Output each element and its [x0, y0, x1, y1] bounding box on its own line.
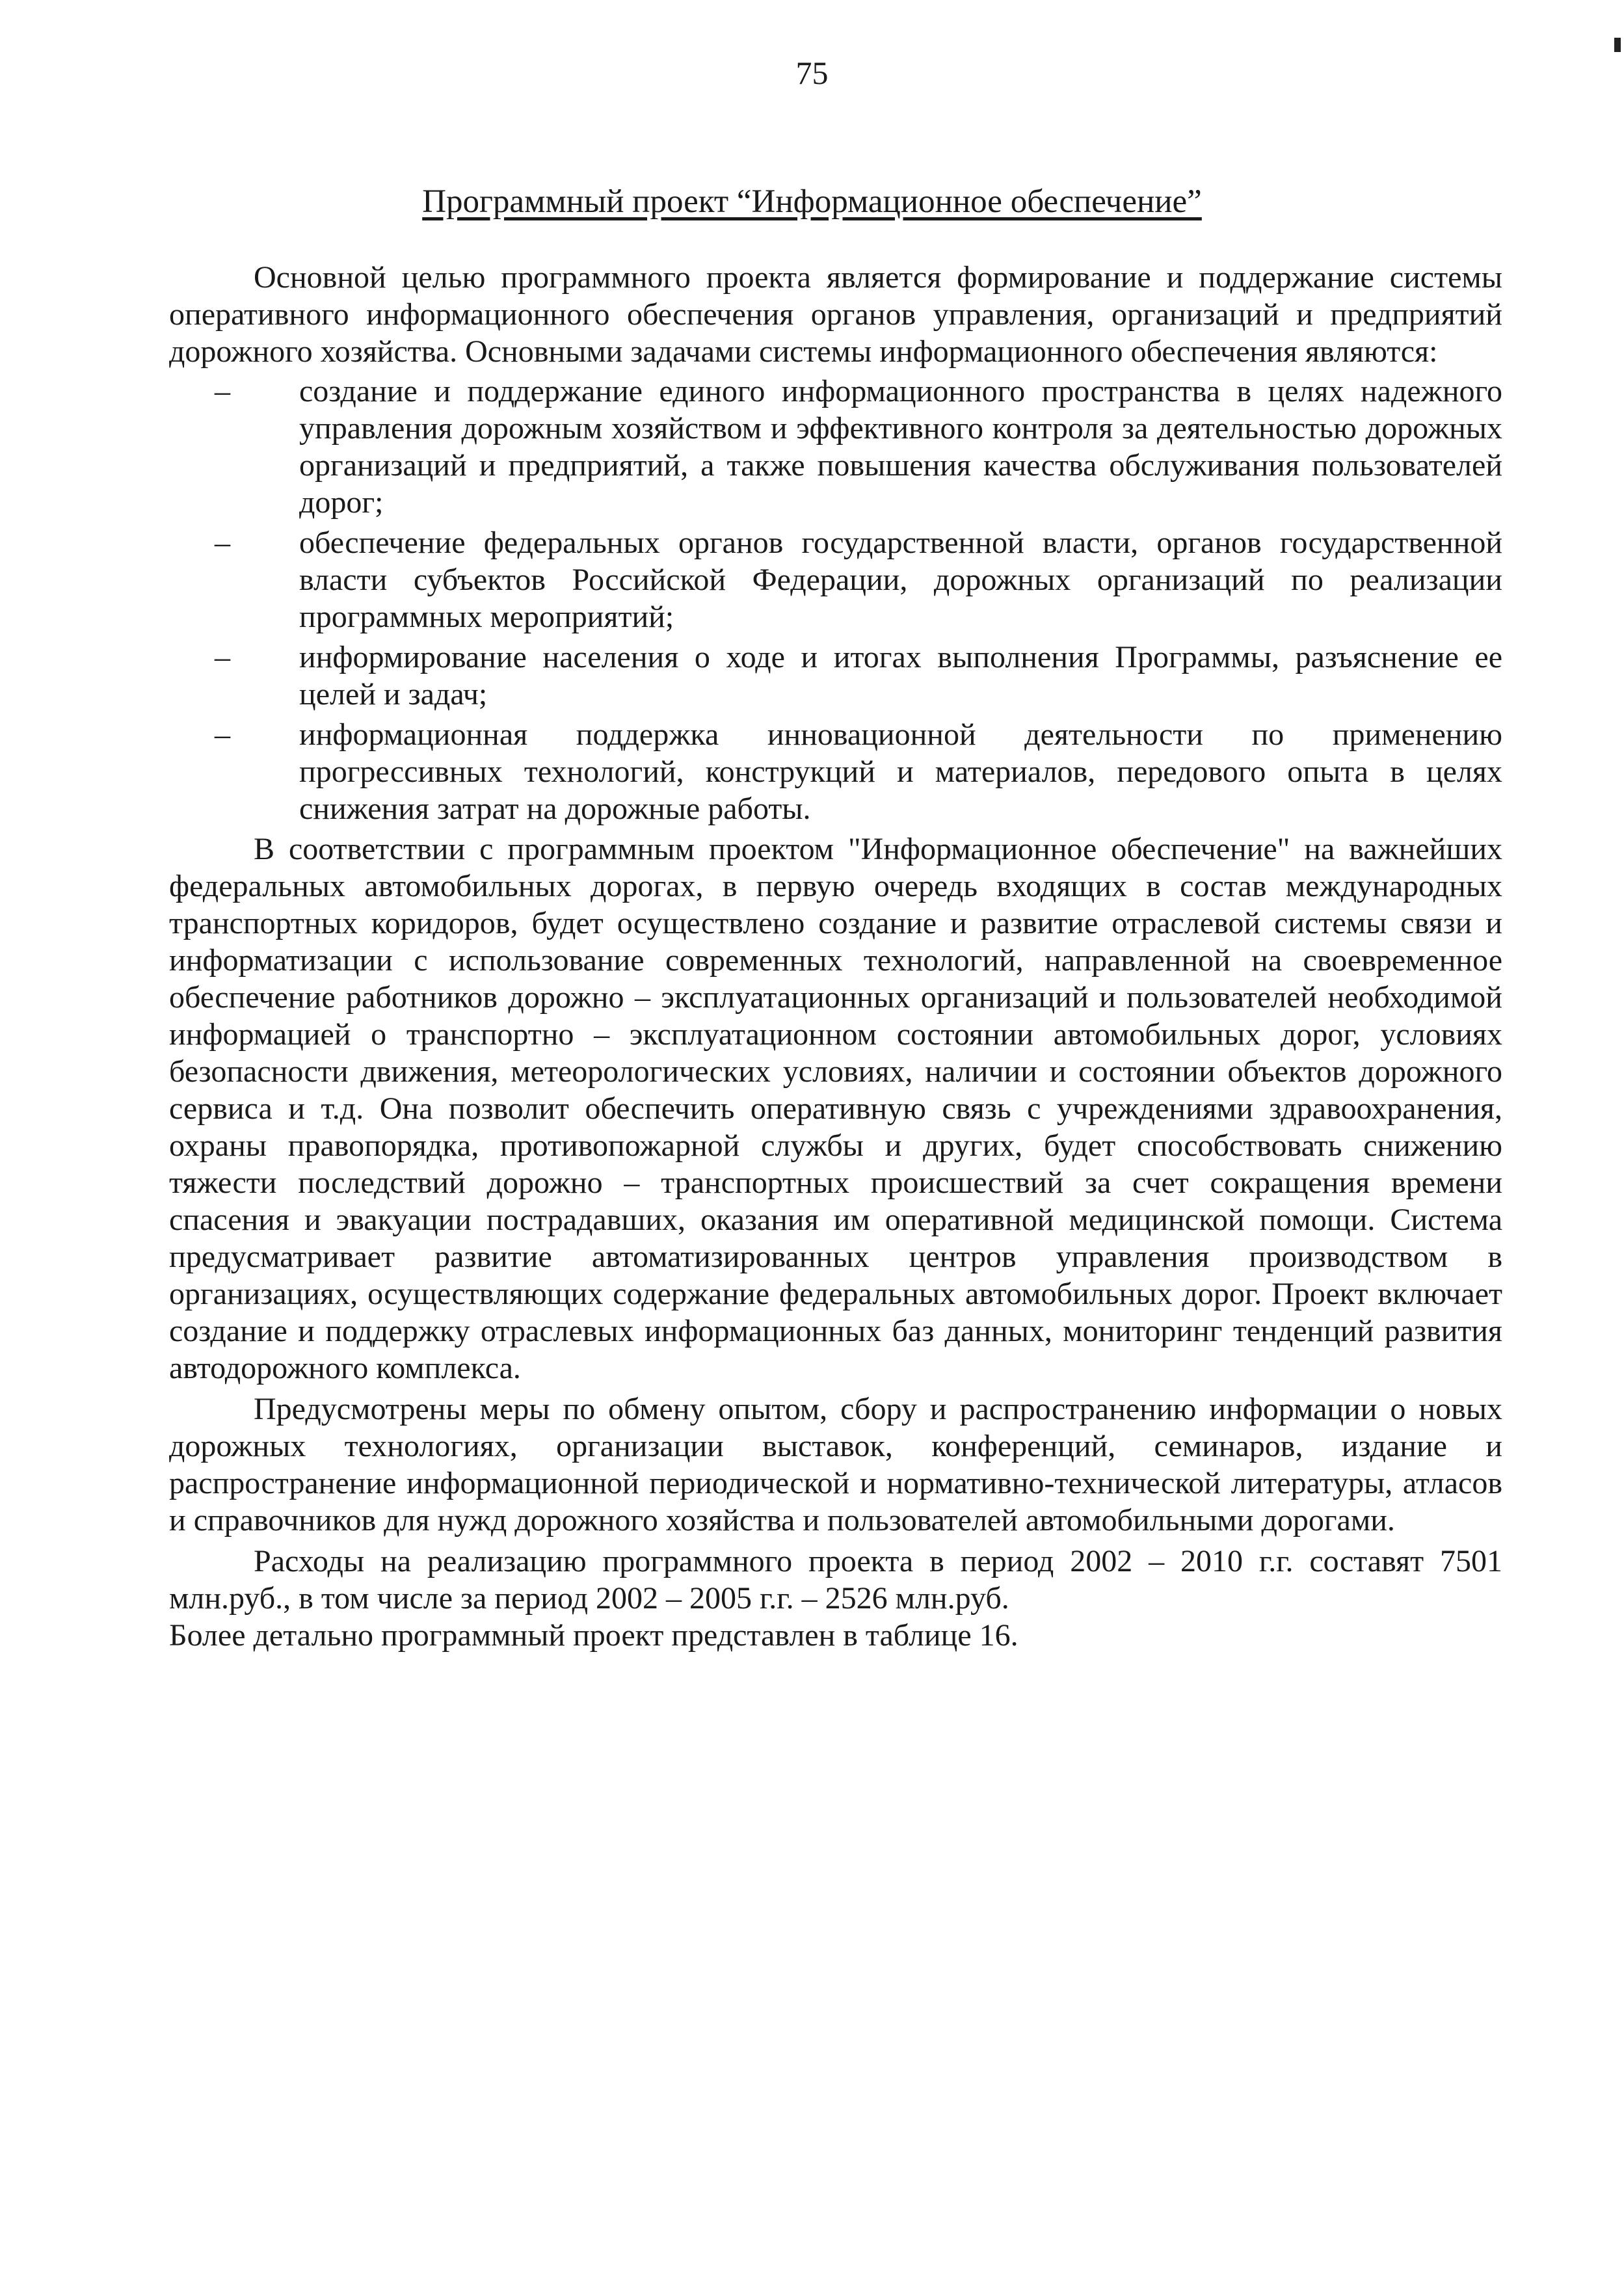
document-title: Программный проект “Информационное обеспечение”	[422, 183, 1202, 220]
bullet-dash: –	[215, 717, 230, 752]
bullet-dash: –	[215, 374, 230, 408]
document-body	[169, 259, 1502, 1654]
intro-paragraph: Основной целью программного проекта является формирование и поддержание системы оперативного информационного обеспечения органов управления, организаций и предприятий дорожного хозяйства. Основными задачами системы информационного обеспечения являются:	[169, 260, 1502, 369]
list-item-text: обеспечение федеральных органов государственной власти, органов государственной власти субъектов Российской Федерации, дорожных организаций по реализации программных мероприятий;	[299, 525, 1502, 634]
list-item	[215, 373, 1502, 521]
list-item-text: информирование населения о ходе и итогах выполнения Программы, разъяснение ее целей и задач;	[299, 640, 1502, 712]
list-item	[215, 524, 1502, 635]
list-item	[215, 716, 1502, 827]
bullet-dash: –	[215, 640, 230, 674]
list-item-text: создание и поддержание единого информационного пространства в целях надежного управления дорожным хозяйством и эффективного контроля за деятельностью дорожных организаций и предприятий, а также повышения качества обслуживания пользователей дорог;	[299, 374, 1502, 520]
paragraph-expenses: Расходы на реализацию программного проекта в период 2002 – 2010 г.г. составят 7501 млн.руб., в том числе за период 2002 – 2005 г.г. – 2526 млн.руб.	[169, 1544, 1502, 1616]
list-item	[215, 639, 1502, 713]
paragraph-measures: Предусмотрены меры по обмену опытом, сбору и распространению информации о новых дорожных технологиях, организации выставок, конференций, семинаров, издание и распространение информационной периодической и нормативно-технической литературы, атласов и справочников для нужд дорожного хозяйства и пользователей автомобильными дорогами.	[169, 1392, 1502, 1537]
bullet-dash: –	[215, 525, 230, 560]
page-number: 75	[795, 55, 829, 91]
scan-corner-mark	[1614, 38, 1621, 52]
paragraph-table-reference: Более детально программный проект представлен в таблице 16.	[169, 1618, 1018, 1653]
tasks-list	[169, 373, 1502, 827]
paragraph-main: В соответствии с программным проектом "Информационное обеспечение" на важнейших федеральных автомобильных дорогах, в первую очередь входящих в состав международных транспортных коридоров, будет осуществлено создание и развитие отраслевой системы связи и информатизации с использование современных технологий, направленной на своевременное обеспечение работников дорожно – эксплуатационных организаций и пользователей необходимой информацией о транспортно – эксплуатационном состоянии автомобильных дорог, условиях безопасности движения, метеорологических условиях, наличии и состоянии объектов дорожного сервиса и т.д. Она позволит обеспечить оперативную связь с учреждениями здравоохранения, охраны правопорядка, противопожарной службы и других, будет способствовать снижению тяжести последствий дорожно – транспортных происшествий за счет сокращения времени спасения и эвакуации пострадавших, оказания им оперативной медицинской помощи. Система предусматривает развитие автоматизированных центров управления производством в организациях, осуществляющих содержание федеральных автомобильных дорог. Проект включает создание и поддержку отраслевых информационных баз данных, мониторинг тенденций развития автодорожного комплекса.	[169, 832, 1502, 1385]
list-item-text: информационная поддержка инновационной деятельности по применению прогрессивных технологий, конструкций и материалов, передового опыта в целях снижения затрат на дорожные работы.	[299, 717, 1502, 826]
